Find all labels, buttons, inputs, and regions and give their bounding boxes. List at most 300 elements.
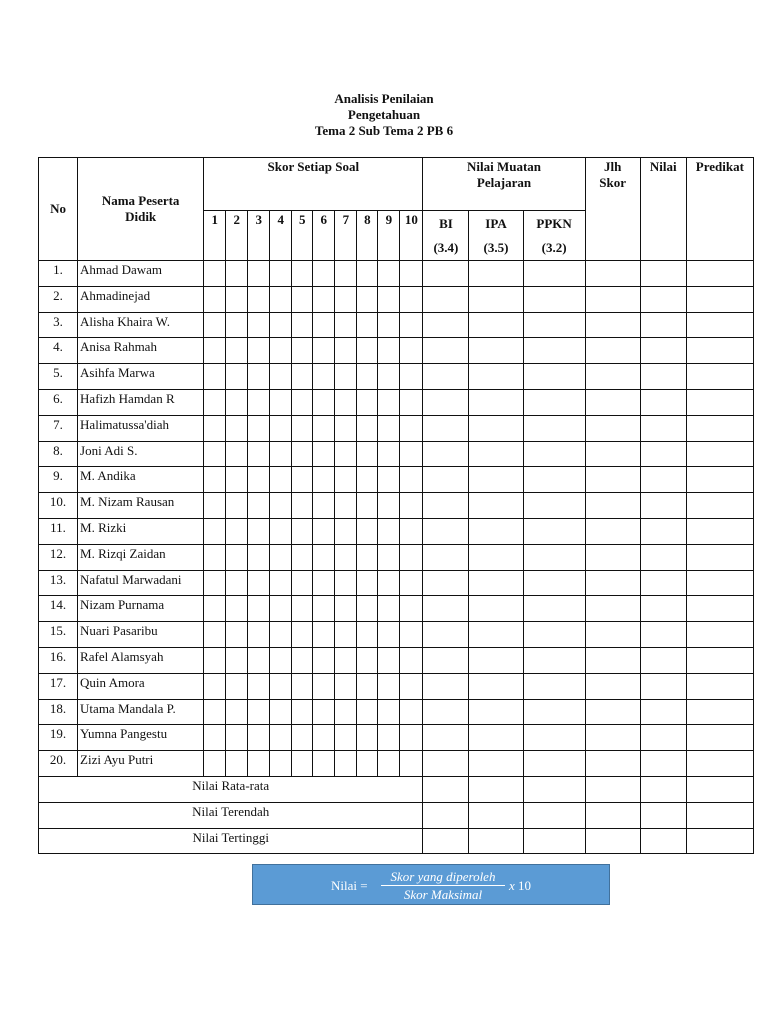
- table-row: [39, 596, 754, 622]
- score-cell: [270, 622, 292, 648]
- score-cell: [313, 312, 335, 338]
- score-cell: [335, 467, 357, 493]
- score-cell: [335, 570, 357, 596]
- score-cell: [292, 286, 313, 312]
- student-number: 4.: [39, 338, 78, 364]
- score-cell: [523, 286, 585, 312]
- header-question-3: 3: [248, 211, 270, 261]
- score-cell: [378, 493, 400, 519]
- title-line-1: Analisis Penilaian: [334, 91, 434, 106]
- table-row: [39, 441, 754, 467]
- score-cell: [400, 647, 423, 673]
- score-cell: [400, 312, 423, 338]
- summary-row: [39, 802, 754, 828]
- score-cell: [335, 441, 357, 467]
- student-number: 2.: [39, 286, 78, 312]
- score-cell: [523, 751, 585, 777]
- score-cell: [585, 596, 640, 622]
- score-cell: [270, 596, 292, 622]
- score-cell: [686, 544, 753, 570]
- header-no: No: [39, 158, 78, 261]
- score-cell: [313, 725, 335, 751]
- score-cell: [292, 364, 313, 390]
- summary-value-cell: [469, 776, 523, 802]
- score-cell: [523, 441, 585, 467]
- score-cell: [357, 673, 378, 699]
- score-cell: [423, 364, 469, 390]
- score-cell: [423, 699, 469, 725]
- score-cell: [335, 673, 357, 699]
- score-cell: [335, 751, 357, 777]
- score-cell: [585, 286, 640, 312]
- score-cell: [378, 286, 400, 312]
- score-cell: [226, 699, 248, 725]
- score-cell: [204, 673, 226, 699]
- formula-fraction: [381, 869, 505, 902]
- score-cell: [357, 261, 378, 287]
- score-cell: [270, 493, 292, 519]
- score-cell: [204, 338, 226, 364]
- score-cell: [523, 338, 585, 364]
- score-cell: [686, 389, 753, 415]
- score-cell: [423, 389, 469, 415]
- score-cell: [226, 389, 248, 415]
- student-number: 3.: [39, 312, 78, 338]
- score-cell: [226, 544, 248, 570]
- score-cell: [313, 751, 335, 777]
- score-cell: [292, 751, 313, 777]
- score-cell: [248, 467, 270, 493]
- score-cell: [423, 415, 469, 441]
- score-cell: [378, 518, 400, 544]
- score-cell: [400, 596, 423, 622]
- summary-row: [39, 828, 754, 854]
- score-cell: [423, 467, 469, 493]
- score-cell: [400, 518, 423, 544]
- score-cell: [686, 286, 753, 312]
- score-cell: [357, 467, 378, 493]
- table-row: [39, 751, 754, 777]
- formula-numerator: Skor yang diperoleh: [390, 869, 496, 884]
- score-cell: [686, 261, 753, 287]
- score-cell: [204, 312, 226, 338]
- table-row: [39, 312, 754, 338]
- score-cell: [204, 518, 226, 544]
- summary-value-cell: [423, 828, 469, 854]
- score-cell: [400, 441, 423, 467]
- header-subject-line-2: Pelajaran: [476, 175, 532, 190]
- score-cell: [357, 286, 378, 312]
- score-cell: [686, 647, 753, 673]
- score-cell: [292, 312, 313, 338]
- formula-multiplier: [509, 878, 531, 894]
- score-cell: [640, 467, 686, 493]
- score-cell: [226, 441, 248, 467]
- score-cell: [204, 622, 226, 648]
- score-cell: [270, 699, 292, 725]
- score-cell: [640, 725, 686, 751]
- title-line-3: Tema 2 Sub Tema 2 PB 6: [314, 123, 454, 138]
- score-cell: [523, 467, 585, 493]
- score-cell: [523, 415, 585, 441]
- score-cell: [423, 647, 469, 673]
- score-cell: [313, 647, 335, 673]
- score-cell: [640, 312, 686, 338]
- score-cell: [640, 286, 686, 312]
- score-cell: [313, 570, 335, 596]
- subject-bi-code: (3.4): [433, 240, 459, 255]
- student-number: 7.: [39, 415, 78, 441]
- score-cell: [378, 364, 400, 390]
- score-cell: [400, 699, 423, 725]
- score-cell: [248, 622, 270, 648]
- score-cell: [686, 725, 753, 751]
- header-question-4: 4: [270, 211, 292, 261]
- score-cell: [523, 673, 585, 699]
- score-cell: [423, 286, 469, 312]
- score-cell: [585, 312, 640, 338]
- score-cell: [400, 415, 423, 441]
- score-cell: [378, 596, 400, 622]
- score-cell: [378, 751, 400, 777]
- score-cell: [357, 415, 378, 441]
- table-row: [39, 389, 754, 415]
- summary-value-cell: [523, 802, 585, 828]
- score-cell: [335, 518, 357, 544]
- score-cell: [378, 467, 400, 493]
- score-cell: [469, 467, 523, 493]
- score-cell: [523, 699, 585, 725]
- student-name: Ahmadinejad: [78, 286, 204, 312]
- score-cell: [248, 338, 270, 364]
- header-name-line-1: Nama Peserta: [101, 193, 180, 208]
- student-name: Quin Amora: [78, 673, 204, 699]
- student-number: 16.: [39, 647, 78, 673]
- score-cell: [400, 751, 423, 777]
- score-cell: [640, 673, 686, 699]
- score-cell: [378, 441, 400, 467]
- summary-value-cell: [469, 828, 523, 854]
- score-cell: [226, 647, 248, 673]
- score-cell: [585, 570, 640, 596]
- header-name-line-2: Didik: [125, 209, 157, 224]
- score-cell: [523, 725, 585, 751]
- score-cell: [585, 493, 640, 519]
- student-name: Anisa Rahmah: [78, 338, 204, 364]
- score-cell: [686, 622, 753, 648]
- score-cell: [204, 493, 226, 519]
- score-cell: [248, 389, 270, 415]
- formula-label: Nilai =: [331, 878, 368, 893]
- score-cell: [226, 518, 248, 544]
- score-cell: [469, 725, 523, 751]
- score-cell: [270, 467, 292, 493]
- score-cell: [204, 364, 226, 390]
- score-cell: [248, 570, 270, 596]
- score-cell: [226, 751, 248, 777]
- score-cell: [585, 699, 640, 725]
- student-name: Halimatussa'diah: [78, 415, 204, 441]
- score-cell: [585, 725, 640, 751]
- header-question-6: 6: [313, 211, 335, 261]
- score-cell: [226, 364, 248, 390]
- summary-label: Nilai Rata-rata: [39, 776, 423, 802]
- score-cell: [640, 647, 686, 673]
- score-cell: [585, 622, 640, 648]
- score-cell: [686, 518, 753, 544]
- score-cell: [248, 751, 270, 777]
- score-cell: [640, 493, 686, 519]
- score-cell: [523, 518, 585, 544]
- score-cell: [313, 518, 335, 544]
- summary-value-cell: [640, 802, 686, 828]
- score-cell: [523, 647, 585, 673]
- score-cell: [523, 570, 585, 596]
- score-cell: [400, 364, 423, 390]
- student-name: Yumna Pangestu: [78, 725, 204, 751]
- score-cell: [378, 725, 400, 751]
- score-cell: [640, 544, 686, 570]
- score-cell: [248, 441, 270, 467]
- score-cell: [400, 286, 423, 312]
- header-subject-ppkn: [523, 211, 585, 261]
- student-name: M. Andika: [78, 467, 204, 493]
- header-total-score: [585, 158, 640, 261]
- score-cell: [469, 570, 523, 596]
- score-cell: [270, 725, 292, 751]
- student-name: Utama Mandala P.: [78, 699, 204, 725]
- table-row: [39, 518, 754, 544]
- score-cell: [423, 312, 469, 338]
- score-cell: [270, 751, 292, 777]
- score-cell: [270, 286, 292, 312]
- student-number: 15.: [39, 622, 78, 648]
- table-body: [39, 261, 754, 854]
- score-cell: [270, 415, 292, 441]
- score-cell: [423, 725, 469, 751]
- header-subject-ipa: [469, 211, 523, 261]
- score-cell: [640, 389, 686, 415]
- score-cell: [270, 518, 292, 544]
- score-cell: [335, 389, 357, 415]
- score-cell: [469, 389, 523, 415]
- student-number: 18.: [39, 699, 78, 725]
- score-cell: [640, 622, 686, 648]
- score-cell: [248, 596, 270, 622]
- score-cell: [357, 622, 378, 648]
- score-cell: [313, 699, 335, 725]
- score-cell: [270, 647, 292, 673]
- score-cell: [469, 261, 523, 287]
- score-cell: [292, 622, 313, 648]
- table-row: [39, 699, 754, 725]
- score-cell: [248, 673, 270, 699]
- table-row: [39, 467, 754, 493]
- score-cell: [292, 338, 313, 364]
- score-cell: [378, 570, 400, 596]
- score-cell: [357, 725, 378, 751]
- score-cell: [400, 544, 423, 570]
- student-name: Joni Adi S.: [78, 441, 204, 467]
- score-cell: [335, 364, 357, 390]
- score-cell: [292, 518, 313, 544]
- score-cell: [226, 570, 248, 596]
- summary-label: Nilai Terendah: [39, 802, 423, 828]
- score-cell: [686, 596, 753, 622]
- score-cell: [226, 467, 248, 493]
- student-name: Nafatul Marwadani: [78, 570, 204, 596]
- score-cell: [469, 493, 523, 519]
- formula-multiplier-value: 10: [518, 878, 532, 893]
- score-cell: [357, 312, 378, 338]
- header-question-2: 2: [226, 211, 248, 261]
- formula-fraction-bar: [381, 885, 505, 886]
- student-number: 5.: [39, 364, 78, 390]
- formula-box: [252, 864, 610, 905]
- score-cell: [204, 415, 226, 441]
- score-cell: [357, 493, 378, 519]
- score-cell: [378, 312, 400, 338]
- table-row: [39, 725, 754, 751]
- score-cell: [686, 415, 753, 441]
- score-cell: [335, 493, 357, 519]
- score-cell: [357, 596, 378, 622]
- header-question-8: 8: [357, 211, 378, 261]
- score-cell: [423, 751, 469, 777]
- score-cell: [335, 338, 357, 364]
- score-cell: [335, 312, 357, 338]
- score-cell: [357, 570, 378, 596]
- score-cell: [585, 518, 640, 544]
- score-cell: [423, 544, 469, 570]
- score-cell: [400, 338, 423, 364]
- score-cell: [204, 467, 226, 493]
- score-cell: [686, 364, 753, 390]
- score-cell: [313, 596, 335, 622]
- student-name: Hafizh Hamdan R: [78, 389, 204, 415]
- score-cell: [686, 570, 753, 596]
- score-cell: [292, 441, 313, 467]
- score-cell: [357, 518, 378, 544]
- student-name: Asihfa Marwa: [78, 364, 204, 390]
- score-cell: [204, 647, 226, 673]
- score-cell: [469, 751, 523, 777]
- score-cell: [248, 261, 270, 287]
- score-cell: [523, 596, 585, 622]
- score-cell: [423, 596, 469, 622]
- document-title: [0, 91, 768, 139]
- score-cell: [686, 467, 753, 493]
- student-number: 8.: [39, 441, 78, 467]
- score-cell: [400, 493, 423, 519]
- score-cell: [204, 570, 226, 596]
- student-number: 19.: [39, 725, 78, 751]
- score-cell: [378, 261, 400, 287]
- score-cell: [313, 467, 335, 493]
- score-cell: [469, 596, 523, 622]
- student-name: M. Nizam Rausan: [78, 493, 204, 519]
- student-number: 13.: [39, 570, 78, 596]
- student-number: 6.: [39, 389, 78, 415]
- score-cell: [523, 312, 585, 338]
- score-cell: [248, 364, 270, 390]
- score-cell: [523, 389, 585, 415]
- score-cell: [270, 364, 292, 390]
- score-cell: [335, 415, 357, 441]
- score-cell: [585, 364, 640, 390]
- summary-value-cell: [640, 828, 686, 854]
- score-cell: [523, 544, 585, 570]
- header-subject-group: [423, 158, 585, 211]
- score-cell: [226, 312, 248, 338]
- student-number: 20.: [39, 751, 78, 777]
- score-cell: [640, 338, 686, 364]
- score-cell: [313, 338, 335, 364]
- score-cell: [469, 286, 523, 312]
- score-cell: [686, 441, 753, 467]
- score-cell: [469, 544, 523, 570]
- score-cell: [400, 673, 423, 699]
- score-cell: [400, 467, 423, 493]
- score-cell: [313, 389, 335, 415]
- score-cell: [357, 647, 378, 673]
- score-cell: [423, 622, 469, 648]
- score-cell: [335, 596, 357, 622]
- score-cell: [313, 261, 335, 287]
- score-cell: [270, 312, 292, 338]
- score-cell: [248, 415, 270, 441]
- score-cell: [335, 699, 357, 725]
- table-row: [39, 673, 754, 699]
- score-cell: [313, 622, 335, 648]
- score-cell: [248, 493, 270, 519]
- score-cell: [686, 312, 753, 338]
- score-cell: [640, 699, 686, 725]
- header-question-7: 7: [335, 211, 357, 261]
- score-cell: [640, 364, 686, 390]
- score-cell: [357, 751, 378, 777]
- score-cell: [335, 622, 357, 648]
- score-cell: [469, 647, 523, 673]
- score-cell: [378, 389, 400, 415]
- summary-value-cell: [523, 828, 585, 854]
- table-header: [39, 158, 754, 261]
- score-cell: [585, 647, 640, 673]
- score-cell: [423, 518, 469, 544]
- score-cell: [469, 415, 523, 441]
- score-cell: [292, 389, 313, 415]
- subject-ppkn-code: (3.2): [541, 240, 567, 255]
- score-cell: [357, 364, 378, 390]
- summary-value-cell: [585, 776, 640, 802]
- score-cell: [400, 389, 423, 415]
- score-cell: [226, 261, 248, 287]
- score-cell: [585, 467, 640, 493]
- table-row: [39, 286, 754, 312]
- title-line-2: Pengetahuan: [347, 107, 421, 122]
- score-cell: [400, 622, 423, 648]
- table-row: [39, 364, 754, 390]
- score-cell: [400, 570, 423, 596]
- student-name: Zizi Ayu Putri: [78, 751, 204, 777]
- score-cell: [204, 544, 226, 570]
- score-cell: [313, 415, 335, 441]
- summary-value-cell: [423, 802, 469, 828]
- score-cell: [335, 725, 357, 751]
- score-cell: [423, 493, 469, 519]
- score-cell: [313, 286, 335, 312]
- student-name: Nizam Purnama: [78, 596, 204, 622]
